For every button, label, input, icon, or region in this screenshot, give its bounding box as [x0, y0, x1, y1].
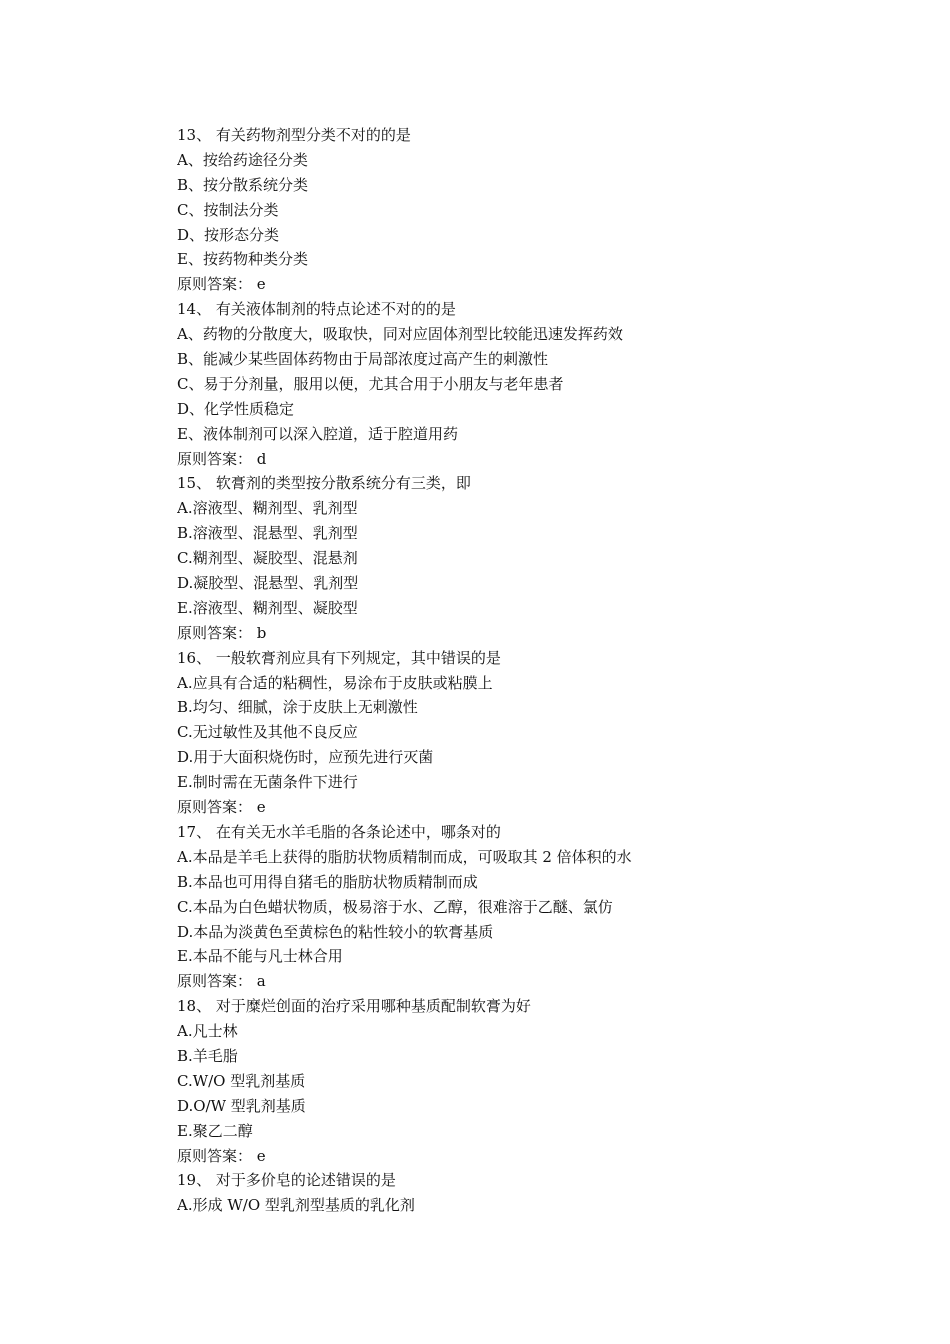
question-17-option-d: D.本品为淡黄色至黄棕色的粘性较小的软膏基质: [177, 922, 494, 941]
question-13-option-d: D、按形态分类: [177, 225, 280, 244]
question-13-title: 13、 有关药物剂型分类不对的的是: [177, 126, 411, 144]
question-19-option-a: A.形成 W/O 型乳剂型基质的乳化剂: [177, 1196, 415, 1215]
question-15-option-a: A.溶液型、糊剂型、乳剂型: [177, 499, 358, 518]
question-13-option-a: A、按给药途径分类: [177, 150, 308, 169]
question-14-answer: 原则答案： d: [177, 449, 267, 468]
question-16-option-b: B.均匀、细腻，涂于皮肤上无刺激性: [177, 698, 418, 717]
question-15-option-d: D.凝胶型、混悬型、乳剂型: [177, 574, 359, 593]
question-15-title: 15、 软膏剂的类型按分散系统分有三类，即: [177, 474, 471, 493]
question-16-option-c: C.无过敏性及其他不良反应: [177, 723, 358, 742]
question-14-option-c: C、易于分剂量，服用以便，尤其合用于小朋友与老年患者: [177, 374, 564, 393]
question-14-option-e: E、液体制剂可以深入腔道，适于腔道用药: [177, 424, 458, 443]
question-16-option-a: A.应具有合适的粘稠性，易涂布于皮肤或粘膜上: [177, 673, 493, 692]
document-body: [177, 123, 877, 1218]
question-13-answer: 原则答案： e: [177, 275, 266, 294]
question-18-title: 18、 对于糜烂创面的治疗采用哪种基质配制软膏为好: [177, 997, 531, 1016]
question-15-option-c: C.糊剂型、凝胶型、混悬剂: [177, 549, 358, 568]
question-14-option-b: B、能减少某些固体药物由于局部浓度过高产生的刺激性: [177, 350, 549, 369]
question-18-option-a: A.凡士林: [177, 1022, 238, 1041]
question-16-option-e: E.制时需在无菌条件下进行: [177, 773, 358, 792]
question-16-answer: 原则答案： e: [177, 798, 266, 817]
question-17-title: 17、 在有关无水羊毛脂的各条论述中，哪条对的: [177, 822, 501, 841]
question-15-option-b: B.溶液型、混悬型、乳剂型: [177, 524, 358, 543]
question-15-answer: 原则答案： b: [177, 623, 267, 642]
question-14-option-d: D、化学性质稳定: [177, 399, 295, 418]
question-17-option-c: C.本品为白色蜡状物质，极易溶于水、乙醇，很难溶于乙醚、氯仿: [177, 897, 613, 916]
question-17-option-b: B.本品也可用得自猪毛的脂肪状物质精制而成: [177, 872, 478, 891]
question-18-option-d: D.O/W 型乳剂基质: [177, 1096, 306, 1115]
question-13-option-c: C、按制法分类: [177, 200, 279, 219]
question-14-title: 14、 有关液体制剂的特点论述不对的的是: [177, 300, 456, 319]
question-17-option-a: A.本品是羊毛上获得的脂肪状物质精制而成，可吸取其 2 倍体积的水: [177, 847, 632, 866]
question-17-answer: 原则答案： a: [177, 972, 266, 991]
question-14-option-a: A、药物的分散度大，吸取快，同对应固体剂型比较能迅速发挥药效: [177, 325, 623, 344]
question-16-title: 16、 一般软膏剂应具有下列规定，其中错误的是: [177, 648, 501, 667]
question-18-option-b: B.羊毛脂: [177, 1046, 238, 1065]
question-13-option-b: B、按分散系统分类: [177, 175, 309, 194]
question-17-option-e: E.本品不能与凡士林合用: [177, 947, 343, 966]
question-15-option-e: E.溶液型、糊剂型、凝胶型: [177, 598, 358, 617]
question-18-answer: 原则答案： e: [177, 1146, 266, 1165]
question-16-option-d: D.用于大面积烧伤时，应预先进行灭菌: [177, 748, 434, 767]
question-18-option-e: E.聚乙二醇: [177, 1121, 253, 1140]
question-13-option-e: E、按药物种类分类: [177, 250, 308, 269]
question-18-option-c: C.W/O 型乳剂基质: [177, 1071, 306, 1090]
question-19-title: 19、 对于多价皂的论述错误的是: [177, 1171, 396, 1190]
